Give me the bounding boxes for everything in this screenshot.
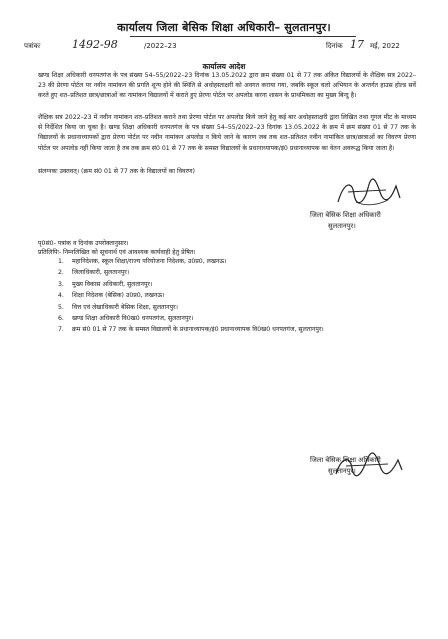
order-paragraph-2: शैक्षिक सत्र 2022–23 में नवीन नामांकन शत–प्रतिशत कराने तथा प्रेरणा पोर्टल पर अपलोड किये जाने हेतु कई बार अधोहस्ताक्षरी द्वारा लिखित तथा गूगल मीट के माध्यम से निर्देशित किया जा चुका है। खण्ड शिक्षा अधिकारी धनपतगंज के पत्र संख्या 54–55/2022–23 दिनांक 13.05.2022 के क्रम में क्रम संख्या 01 से 77 तक के विद्यालयों के प्रधानाध्यापकों द्वारा प्रेरणा पोर्टल पर नवीन नामांकन अपलोड न किये जाने के कारण जब तक शत–प्रतिशत नवीन नामांकित छात्र/छात्राओं का विवरण प्रेरणा पोर्टल पर अपलोड नहीं किया जाता है तब तक क्रम सं0 01 से 77 तक के समस्त विद्यालयों के प्रधानाध्यापक/इं0 प्रधानाध्यापक का वेतन अवरूद्ध किया जाता है। xyxy=(38,114,416,152)
signature-block-1 xyxy=(310,210,440,232)
copy-section xyxy=(38,239,418,258)
signatory-designation-2: जिला बेसिक शिक्षा अधिकारी xyxy=(310,456,381,464)
signature-scribble-1 xyxy=(330,176,410,210)
order-paragraph-1: खण्ड शिक्षा अधिकारी धनपतगंज के पत्र संख्या 54–55/2022–23 दिनांक 13.05.2022 द्वारा क्रम संख्या 01 से 77 तक अंकित विद्यालयों के शैक्षिक सत्र 2022–23 की प्रेरणा पोर्टल पर नवीन नामांकन की प्रगति शून्य होने की स्थिति से अधोहस्ताक्षरी को अवगत कराया गया, जबकि स्कूल चलो अभियान के अन्तर्गत हाउस होल्ड सर्वे करते हुए शत–प्रतिशत छात्र/छात्राओं का नामांकन विद्यालयों में कराते हुए प्रेरणा पोर्टल पर अपलोड करना शासन के प्राथमिकता का मुख्य बिन्दु है। xyxy=(38,72,416,100)
list-item: 2. जिलाधिकारी, सुलतानपुर। xyxy=(58,269,130,277)
list-item: 1. महानिदेशक, स्कूल शिक्षा/राज्य परियोजना निदेशक, उ0प्र0, लखनऊ। xyxy=(58,258,227,265)
letter-year: /2022–23 xyxy=(144,42,177,50)
signatory-place-2: सुलतानपुर। xyxy=(328,467,356,475)
signatory-place: सुलतानपुर। xyxy=(328,222,356,230)
date-month-year: मई, 2022 xyxy=(370,42,400,50)
signature-block-2 xyxy=(310,455,440,477)
copy-recipient-list xyxy=(58,256,428,336)
list-item: 6. खण्ड शिक्षा अधिकारी वि0ख0 धनपतगंज, सुलतानपुर। xyxy=(58,315,194,323)
signatory-designation: जिला बेसिक शिक्षा अधिकारी xyxy=(310,211,381,219)
list-item: 3. मुख्य विकास अधिकारी, सुलतानपुर। xyxy=(58,280,153,288)
copy-reference-line: पृ0सं0- पत्रांक व दिनांक उपरोक्तानुसार। xyxy=(38,240,129,247)
letter-number-handwritten: 1492-98 xyxy=(72,38,118,51)
reference-row xyxy=(0,38,448,58)
date-label: दिनांक xyxy=(326,42,343,50)
list-item: 5. वित्त एवं लेखाधिकारी बेसिक शिक्षा, सुलतानपुर। xyxy=(58,303,178,311)
office-heading: कार्यालय जिला बेसिक शिक्षा अधिकारी– सुलतानपुर। xyxy=(117,21,331,34)
enclosure-note: संलग्नकः उक्तवत्। (क्रम सं0 01 से 77 तक के विद्यालयों का विवरण) xyxy=(38,168,195,175)
list-item: 7. क्रम सं0 01 से 77 तक के समस्त विद्यालयों के प्रधानाध्यापक/इं0 प्रधानाध्यापक वि0ख0 धनपतगंज, सुलतानपुर। xyxy=(58,326,324,334)
copy-intro-line: प्रतिलिपिः- निम्नलिखित को सूचनार्थ एवं आवश्यक कार्यवाही हेतु प्रेषित। xyxy=(38,249,196,257)
date-day-handwritten: 17 xyxy=(350,38,364,51)
order-title: कार्यालय आदेश xyxy=(202,62,246,71)
letter-number-label: पत्रांकः xyxy=(24,42,41,50)
heading-underline xyxy=(130,36,356,37)
list-item: 4. शिक्षा निदेशक (बेसिक) उ0प्र0, लखनऊ। xyxy=(58,292,165,300)
